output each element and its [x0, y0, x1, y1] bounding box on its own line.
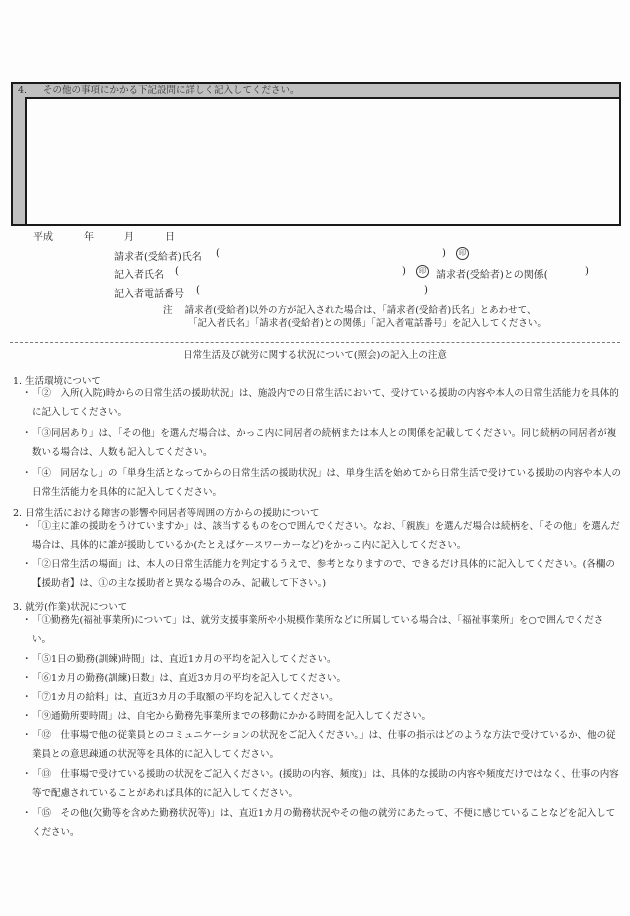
list-item: [22, 612, 622, 649]
item-text: 「④ 同居なし」の「単身生活となってからの日常生活の援助状況」は、単身生活を始めてから日常生活で受けている援助の内容や本人の日常生活能力を具体的に記入してください。: [32, 468, 622, 498]
bullet: ・: [22, 388, 32, 399]
list-item: [22, 708, 622, 727]
writer-open-paren: (: [175, 266, 179, 277]
cut-line-divider: [10, 342, 620, 343]
list-item: [22, 556, 622, 593]
bullet: ・: [22, 730, 32, 741]
seal-icon: 印: [456, 247, 469, 260]
note-line2: 「記入者氏名」「請求者(受給者)との関係」「記入者電話番号」を記入してください。: [188, 317, 547, 329]
phone-open-paren: (: [196, 285, 200, 296]
section1-heading: 1. 生活環境について: [13, 376, 101, 387]
item-text: 「②日常生活の場面」は、本人の日常生活能力を判定するうえで、参考となりますので、できるだけ具体的に記入してください。(各欄の【援助者】は、①の主な援助者と異なる場合のみ、記載して下さい。): [32, 559, 615, 589]
bullet: ・: [22, 692, 32, 703]
claimant-name-label: 請求者(受給者)氏名: [114, 252, 202, 263]
item-text: 「⑨通勤所要時間」は、自宅から勤務先事業所までの移動にかかる時間を記入してください。: [32, 711, 432, 722]
item-text: 「③同居あり」は、「その他」を選んだ場合は、かっこ内に同居者の続柄または本人との関係を記載してください。同じ続柄の同居者が複数いる場合は、人数も記入してください。: [32, 428, 617, 458]
date-year-label: 年: [84, 232, 94, 243]
section4-box: [11, 82, 621, 226]
bullet: ・: [22, 654, 32, 665]
note-prefix: 注: [163, 305, 173, 316]
seal-icon: 印: [416, 265, 429, 278]
relationship-field[interactable]: [556, 264, 584, 278]
section4-header: [13, 84, 619, 97]
bullet: ・: [22, 559, 32, 570]
bullet: ・: [22, 468, 32, 479]
item-text: 「② 入所(入院)時からの日常生活の援助状況」は、施設内での日常生活において、受けている援助の内容や本人の日常生活能力を具体的に記入してください。: [32, 388, 619, 418]
list-item: [22, 651, 622, 670]
bullet: ・: [22, 615, 32, 626]
item-text: 「⑥1カ月の勤務(訓練)日数」は、直近3カ月の平均を記入してください。: [32, 673, 347, 684]
writer-name-label: 記入者氏名: [114, 270, 164, 281]
claimant-close-paren: ): [442, 248, 446, 259]
bullet: ・: [22, 711, 32, 722]
note: [163, 305, 547, 330]
note-line1: 請求者(受給者)以外の方が記入された場合は、「請求者(受給者)氏名」とあわせて、: [184, 305, 537, 316]
list-item: [22, 465, 622, 502]
item-text: 「①勤務先(福祉事業所)について」は、就労支援事業所や小規模作業所などに所属している場合は、「福祉事業所」を○で囲んでください。: [32, 615, 604, 645]
list-item: [22, 689, 622, 708]
date-month-label: 月: [124, 232, 134, 243]
item-text: 「①主に誰の援助をうけていますか」は、該当するものを○で囲んでください。なお、「親族」を選んだ場合は続柄を、「その他」を選んだ場合は、具体的に誰が援助しているか(たとえばケースワーカーなど)をかっこ内に記入してください。: [32, 521, 620, 551]
list-item: [22, 766, 622, 803]
list-item: [22, 385, 622, 422]
bullet: ・: [22, 521, 32, 532]
list-item: [22, 670, 622, 689]
section3-heading: 3. 就労(作業)状況について: [13, 602, 128, 613]
item-text: 「⑦1カ月の給料」は、直近3カ月の手取額の平均を記入してください。: [32, 692, 339, 703]
bullet: ・: [22, 673, 32, 684]
phone-label: 記入者電話番号: [114, 289, 184, 300]
list-item: [22, 727, 622, 764]
bullet: ・: [22, 808, 32, 819]
relationship-label: 請求者(受給者)との関係(: [436, 270, 548, 281]
section4-answer-field[interactable]: [25, 97, 619, 224]
writer-name-field[interactable]: [185, 264, 395, 278]
item-text: 「⑫ 仕事場で他の従業員とのコミュニケーションの状況をご記入ください。」は、仕事の指示はどのような方法で受けているか、他の従業員との意思疎通の状況等を具体的に記入してください。: [32, 730, 616, 760]
section4-heading: その他の事項にかかる下記設問に詳しく記入してください。: [43, 85, 300, 96]
date-day-label: 日: [165, 232, 175, 243]
bullet: ・: [22, 769, 32, 780]
item-text: 「⑤1日の勤務(訓練)時間」は、直近1カ月の平均を記入してください。: [32, 654, 337, 665]
date-era: 平成: [33, 232, 53, 243]
phone-close-paren: ): [424, 285, 428, 296]
list-item: [22, 805, 622, 842]
bullet: ・: [22, 428, 32, 439]
claimant-open-paren: (: [216, 248, 220, 259]
relationship-close-paren: ): [585, 266, 589, 277]
item-text: 「⑬ 仕事場で受けている援助の状況をご記入ください。(援助の内容、頻度)」は、具体的な援助の内容や頻度だけではなく、仕事の内容等で配慮されていることがあれば具体的に記入してください。: [32, 769, 619, 799]
section2-heading: 2. 日常生活における障害の影響や同居者等周囲の方からの援助について: [13, 508, 320, 519]
phone-field[interactable]: [206, 283, 416, 297]
writer-close-paren: ): [402, 266, 406, 277]
instructions-title: 日常生活及び就労に関する状況について(照会)の記入上の注意: [183, 350, 447, 361]
list-item: [22, 518, 622, 555]
section4-number: 4.: [18, 85, 28, 96]
claimant-name-field[interactable]: [225, 246, 435, 260]
item-text: 「⑮ その他(欠勤等を含めた勤務状況等)」は、直近1カ月の勤務状況やその他の就労にあたって、不便に感じていることなどを記入してください。: [32, 808, 616, 838]
list-item: [22, 425, 622, 462]
